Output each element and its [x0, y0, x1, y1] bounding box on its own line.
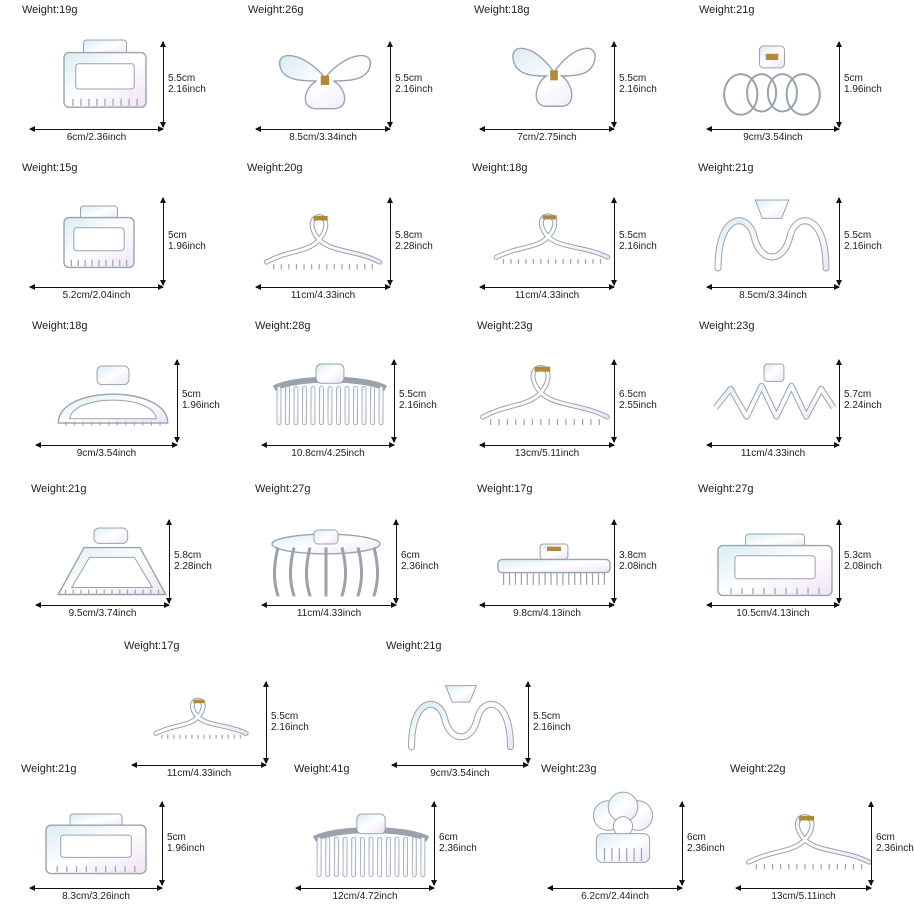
height-dimension-arrow [163, 42, 164, 127]
comb-clip-image [312, 814, 430, 880]
width-label: 10.5cm/4.13inch [736, 608, 810, 619]
width-dimension-arrow [707, 129, 839, 130]
height-cm-label: 5cm [844, 73, 863, 84]
weight-label: Weight:23g [477, 320, 533, 332]
height-inch-label: 2.36inch [401, 561, 439, 572]
height-cm-label: 5cm [168, 230, 187, 241]
weight-label: Weight:20g [247, 162, 303, 174]
weight-label: Weight:21g [699, 4, 755, 16]
height-dimension-arrow [390, 198, 391, 285]
height-cm-label: 5.8cm [395, 230, 423, 241]
weight-label: Weight:18g [472, 162, 528, 174]
height-inch-label: 2.16inch [844, 241, 882, 252]
trapezoid-clip-image [56, 528, 168, 598]
height-cm-label: 5.5cm [619, 73, 647, 84]
height-inch-label: 2.55inch [619, 400, 657, 411]
height-cm-label: 6cm [687, 832, 706, 843]
height-dimension-arrow [839, 198, 840, 285]
width-dimension-arrow [707, 605, 839, 606]
height-dimension-arrow [177, 360, 178, 442]
height-label [844, 230, 882, 252]
weight-label: Weight:15g [22, 162, 78, 174]
height-inch-label: 2.16inch [395, 84, 433, 95]
height-inch-label: 2.24inch [844, 400, 882, 411]
width-dimension-arrow [707, 287, 839, 288]
height-inch-label: 1.96inch [167, 843, 205, 854]
height-cm-label: 5cm [167, 832, 186, 843]
width-label: 10.8cm/4.25inch [291, 448, 365, 459]
width-label: 11cm/4.33inch [514, 290, 580, 301]
height-dimension-arrow [394, 360, 395, 442]
loop-clip-image [494, 208, 610, 268]
height-label [174, 550, 212, 572]
weight-label: Weight:41g [294, 763, 350, 775]
height-label [844, 389, 882, 411]
zigzag-clip-image [712, 364, 836, 426]
width-label: 8.3cm/3.26inch [62, 891, 130, 902]
width-dimension-arrow [30, 129, 163, 130]
height-inch-label: 2.36inch [439, 843, 477, 854]
wave-clip-image [712, 196, 832, 276]
width-dimension-arrow [30, 287, 163, 288]
width-dimension-arrow [707, 445, 839, 446]
height-inch-label: 2.16inch [533, 722, 571, 733]
weight-label: Weight:19g [22, 4, 78, 16]
height-dimension-arrow [614, 520, 615, 603]
height-dimension-arrow [839, 520, 840, 603]
rect-clip-image [62, 40, 148, 110]
height-inch-label: 2.08inch [619, 561, 657, 572]
height-inch-label: 2.16inch [619, 84, 657, 95]
height-cm-label: 5.5cm [844, 230, 872, 241]
weight-label: Weight:28g [255, 320, 311, 332]
height-dimension-arrow [614, 360, 615, 442]
comb-clip-image [272, 364, 388, 428]
weight-label: Weight:18g [474, 4, 530, 16]
height-label [619, 389, 657, 411]
height-label [687, 832, 725, 854]
width-label: 8.5cm/3.34inch [739, 290, 807, 301]
width-label: 9cm/3.54inch [76, 448, 137, 459]
width-label: 11cm/4.33inch [740, 448, 806, 459]
width-label: 5.2cm/2.04inch [62, 290, 131, 301]
weight-label: Weight:21g [386, 640, 442, 652]
weight-label: Weight:17g [477, 483, 533, 495]
width-dimension-arrow [30, 888, 162, 889]
width-dimension-arrow [36, 445, 177, 446]
height-dimension-arrow [390, 42, 391, 127]
width-dimension-arrow [36, 605, 169, 606]
height-cm-label: 6.5cm [619, 389, 647, 400]
width-dimension-arrow [256, 129, 390, 130]
height-label [619, 230, 657, 252]
height-cm-label: 6cm [876, 832, 895, 843]
height-inch-label: 2.28inch [395, 241, 433, 252]
height-cm-label: 5.5cm [271, 711, 299, 722]
height-label [168, 230, 206, 252]
height-label [439, 832, 477, 854]
width-label: 9.8cm/4.13inch [513, 608, 581, 619]
width-dimension-arrow [480, 605, 614, 606]
height-label [844, 550, 882, 572]
height-label [395, 73, 433, 95]
weight-label: Weight:21g [698, 162, 754, 174]
height-cm-label: 5.5cm [619, 230, 647, 241]
weight-label: Weight:27g [255, 483, 311, 495]
height-inch-label: 1.96inch [168, 241, 206, 252]
height-label [168, 73, 206, 95]
height-dimension-arrow [162, 802, 163, 885]
height-cm-label: 5.7cm [844, 389, 872, 400]
flower-clip-image [586, 794, 660, 866]
height-cm-label: 3.8cm [619, 550, 647, 561]
width-label: 9cm/3.54inch [430, 768, 490, 779]
width-label: 6cm/2.36inch [66, 132, 127, 143]
weight-label: Weight:21g [21, 763, 77, 775]
height-cm-label: 5.5cm [395, 73, 423, 84]
width-label: 8.5cm/3.34inch [289, 132, 357, 143]
width-dimension-arrow [480, 445, 614, 446]
height-dimension-arrow [839, 42, 840, 127]
height-dimension-arrow [528, 682, 529, 763]
height-dimension-arrow [682, 802, 683, 885]
height-dimension-arrow [614, 198, 615, 285]
height-dimension-arrow [614, 42, 615, 127]
width-label: 11cm/4.33inch [290, 290, 356, 301]
width-label: 9.5cm/3.74inch [68, 608, 137, 619]
height-cm-label: 6cm [401, 550, 420, 561]
arch-clip-image [56, 366, 170, 428]
claw-clip-image [266, 530, 386, 600]
width-dimension-arrow [480, 129, 614, 130]
height-inch-label: 2.16inch [271, 722, 309, 733]
height-label [167, 832, 205, 854]
height-cm-label: 5.8cm [174, 550, 202, 561]
height-dimension-arrow [163, 198, 164, 285]
rect-clip-image [62, 206, 136, 270]
height-inch-label: 1.96inch [182, 400, 220, 411]
butterfly-clip-image [506, 40, 602, 112]
weight-label: Weight:26g [248, 4, 304, 16]
height-cm-label: 5.5cm [399, 389, 427, 400]
width-label: 7cm/2.75inch [517, 132, 577, 143]
loop-clip-image [154, 694, 248, 742]
height-cm-label: 5.5cm [168, 73, 196, 84]
width-dimension-arrow [262, 605, 396, 606]
height-dimension-arrow [266, 682, 267, 763]
height-cm-label: 6cm [439, 832, 458, 843]
height-inch-label: 2.16inch [619, 241, 657, 252]
loop-clip-image [480, 358, 610, 430]
width-dimension-arrow [296, 888, 434, 889]
width-label: 12cm/4.72inch [332, 891, 398, 902]
width-label: 11cm/4.33inch [296, 608, 362, 619]
height-cm-label: 5.5cm [533, 711, 561, 722]
height-dimension-arrow [169, 520, 170, 603]
width-dimension-arrow [132, 765, 266, 766]
width-dimension-arrow [392, 765, 528, 766]
height-label [182, 389, 220, 411]
width-label: 11cm/4.33inch [166, 768, 232, 779]
height-dimension-arrow [434, 802, 435, 885]
height-label [844, 73, 882, 95]
rect-clip-image [44, 814, 148, 876]
weight-label: Weight:17g [124, 640, 180, 652]
width-dimension-arrow [736, 888, 871, 889]
height-inch-label: 2.08inch [844, 561, 882, 572]
loop-clip-image [746, 808, 872, 874]
height-label [395, 230, 433, 252]
butterfly-clip-image [272, 48, 378, 114]
height-inch-label: 2.36inch [876, 843, 914, 854]
height-label [399, 389, 437, 411]
height-label [271, 711, 309, 733]
height-dimension-arrow [396, 520, 397, 603]
height-inch-label: 2.28inch [174, 561, 212, 572]
height-inch-label: 1.96inch [844, 84, 882, 95]
height-inch-label: 2.16inch [399, 400, 437, 411]
weight-label: Weight:21g [31, 483, 87, 495]
height-cm-label: 5.3cm [844, 550, 872, 561]
height-label [401, 550, 439, 572]
height-label [876, 832, 914, 854]
weight-label: Weight:22g [730, 763, 786, 775]
height-label [619, 550, 657, 572]
height-dimension-arrow [839, 360, 840, 442]
height-inch-label: 2.16inch [168, 84, 206, 95]
bar-clip-image [496, 544, 612, 588]
width-dimension-arrow [256, 287, 390, 288]
width-label: 9cm/3.54inch [743, 132, 803, 143]
height-cm-label: 5cm [182, 389, 201, 400]
weight-label: Weight:23g [541, 763, 597, 775]
rings-clip-image [720, 46, 824, 124]
width-dimension-arrow [548, 888, 682, 889]
height-label [533, 711, 571, 733]
weight-label: Weight:27g [698, 483, 754, 495]
width-label: 13cm/5.11inch [514, 448, 580, 459]
width-dimension-arrow [480, 287, 614, 288]
width-label: 6.2cm/2.44inch [581, 891, 649, 902]
height-label [619, 73, 657, 95]
rect-clip-image [716, 534, 834, 598]
width-label: 13cm/5.11inch [771, 891, 836, 902]
height-dimension-arrow [871, 802, 872, 885]
wave-clip-image [406, 682, 516, 754]
weight-label: Weight:23g [699, 320, 755, 332]
height-inch-label: 2.36inch [687, 843, 725, 854]
weight-label: Weight:18g [32, 320, 88, 332]
width-dimension-arrow [262, 445, 394, 446]
loop-clip-image [264, 208, 382, 274]
